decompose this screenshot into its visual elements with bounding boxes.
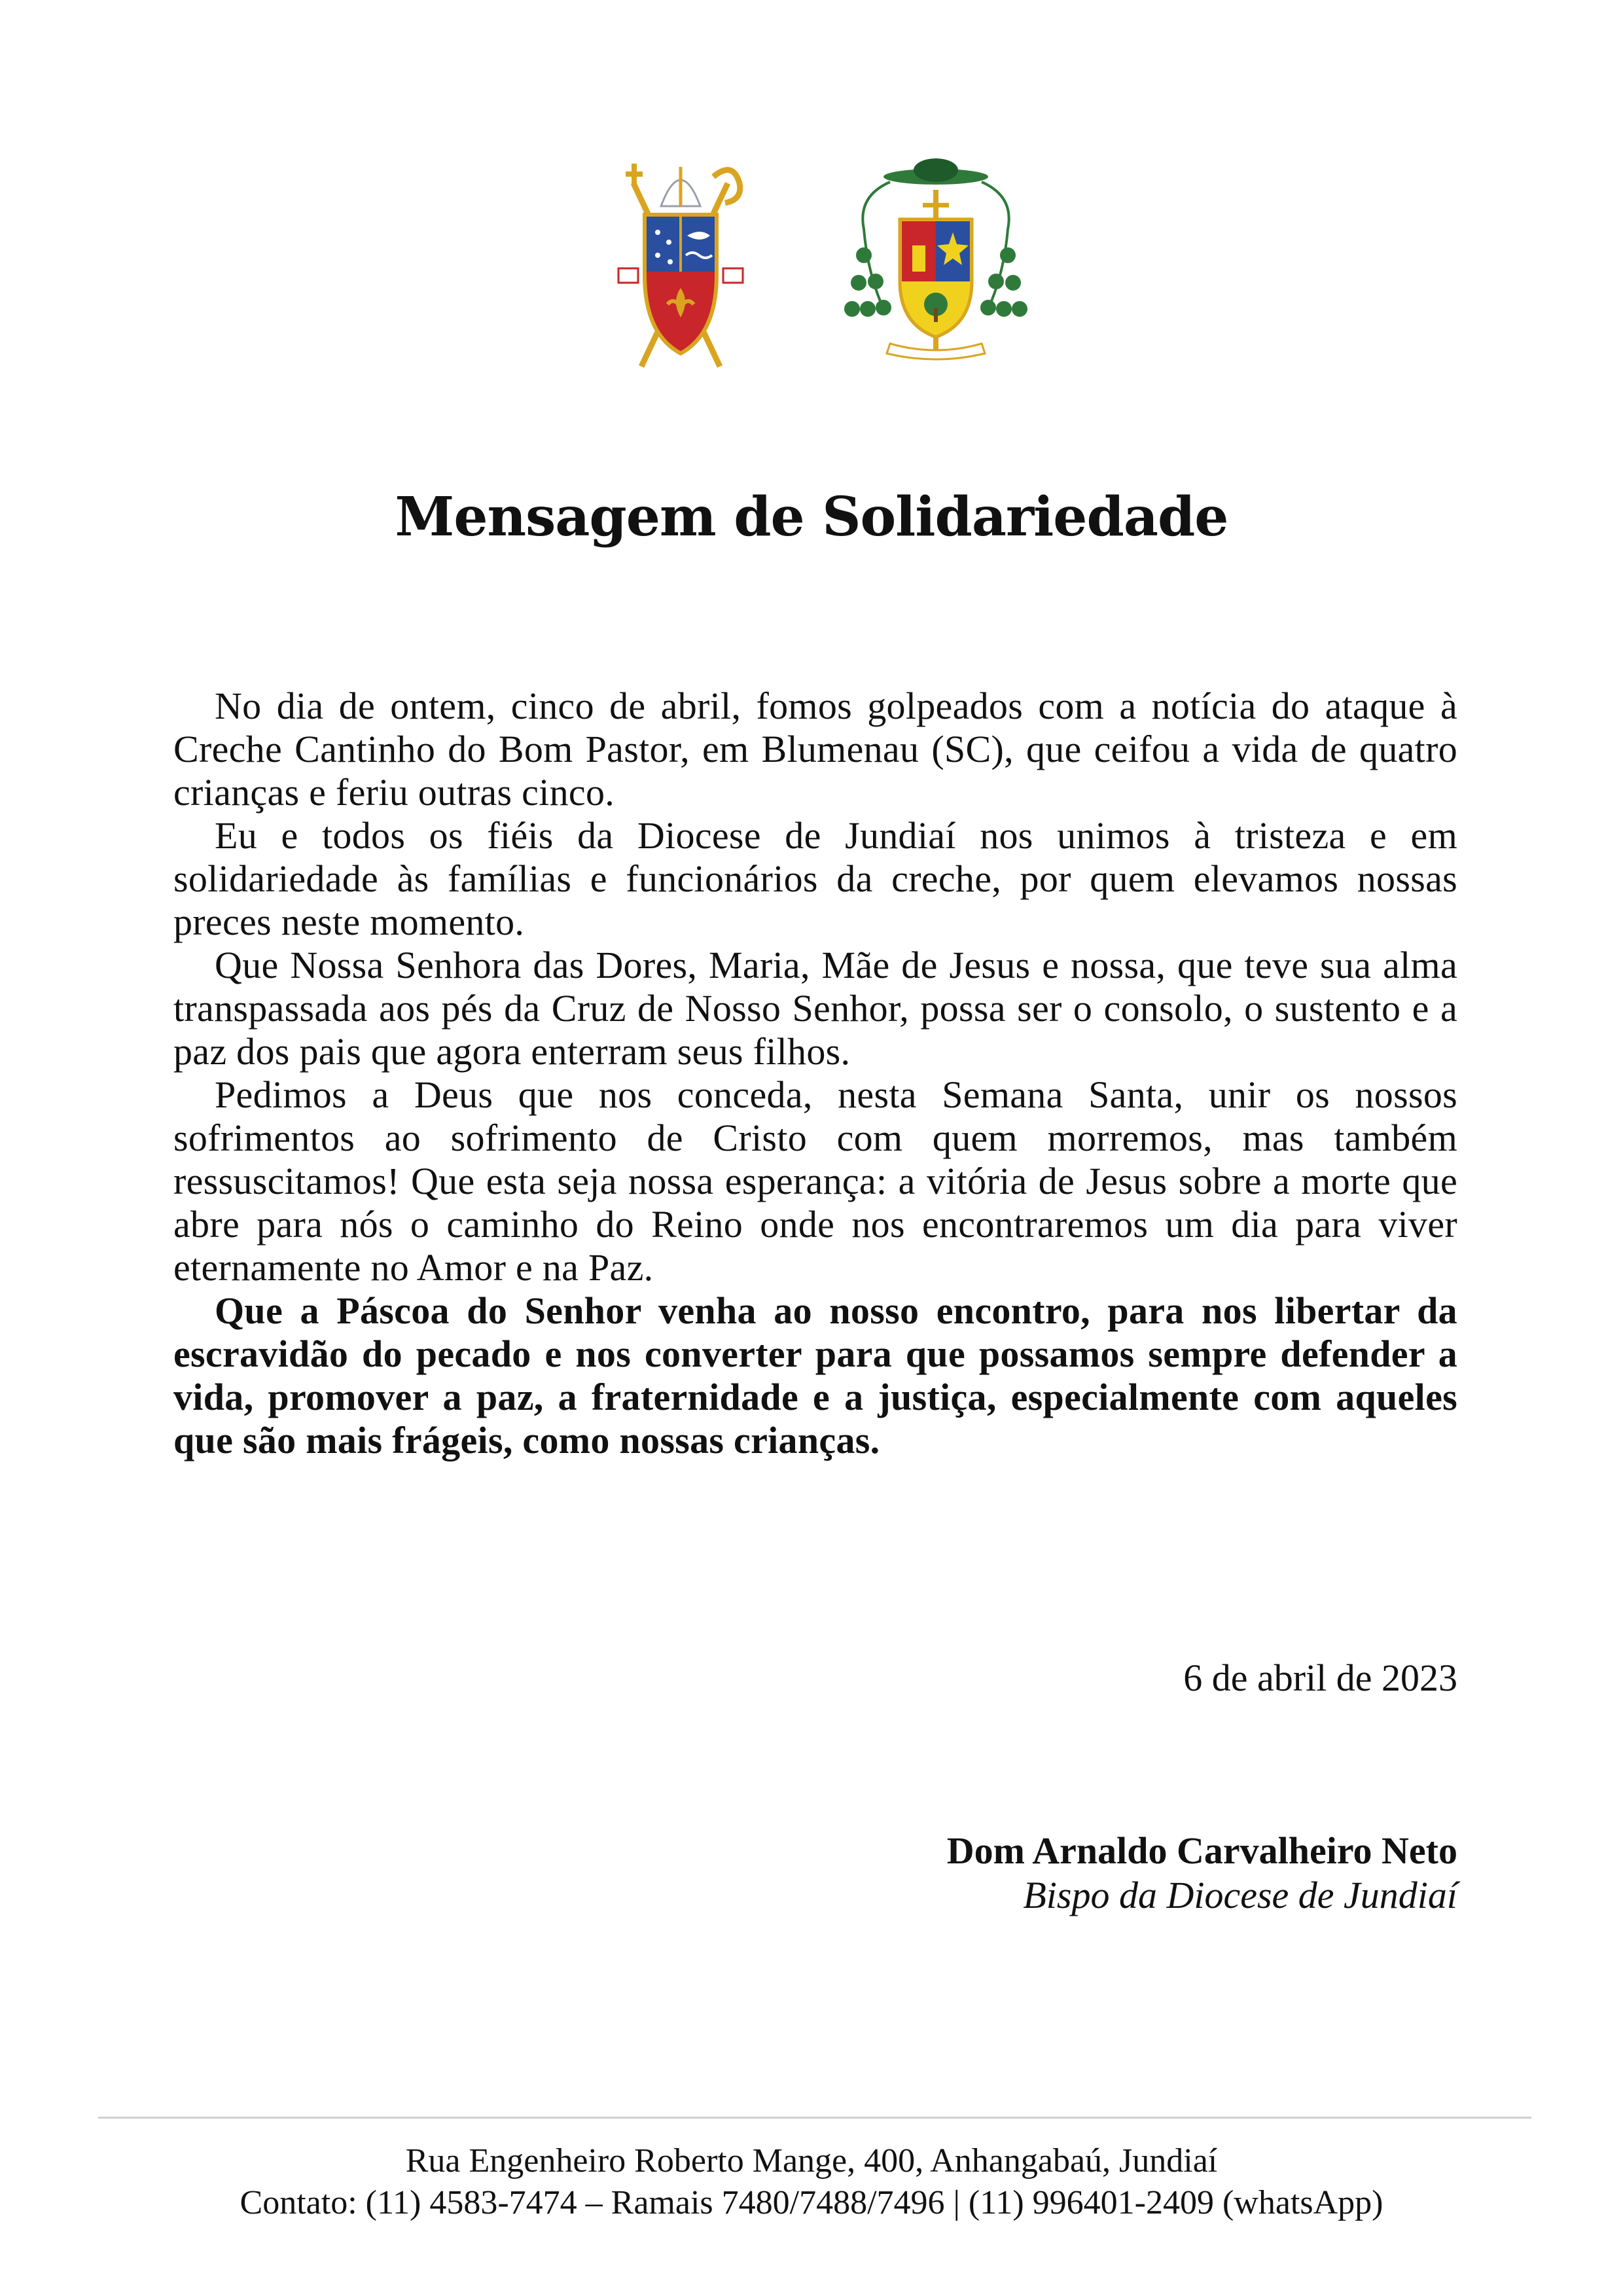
footer: [0, 2140, 1623, 2224]
footer-address: Rua Engenheiro Roberto Mange, 400, Anhangabaú, Jundiaí: [405, 2142, 1218, 2179]
signer-name: Dom Arnaldo Carvalheiro Neto: [946, 1829, 1457, 1872]
diocese-coat-of-arms-icon: [615, 157, 746, 373]
crest-header: [0, 157, 1623, 373]
closing-paragraph: Que a Páscoa do Senhor venha ao nosso encontro, para nos libertar da escravidão do pecado e nos converter para que possamos sempre defender a vida, promover a paz, a fraternidade e a justiça, especialmente com aqueles que são mais frágeis, como nossas crianças.: [173, 1289, 1457, 1462]
paragraph-4: Pedimos a Deus que nos conceda, nesta Semana Santa, unir os nossos sofrimentos ao sofrimento de Cristo com quem morremos, mas também ressuscitamos! Que esta seja nossa esperança: a vitória de Jesus sobre a morte que abre para nós o caminho do Reino onde nos encontraremos um dia para viver eternamente no Amor e na Paz.: [173, 1073, 1457, 1289]
footer-contact: Contato: (11) 4583-7474 – Ramais 7480/7488/7496 | (11) 996401-2409 (whatsApp): [240, 2184, 1383, 2221]
bishop-coat-of-arms-icon: [844, 157, 1027, 367]
paragraph-1: No dia de ontem, cinco de abril, fomos golpeados com a notícia do ataque à Creche Cantinho do Bom Pastor, em Blumenau (SC), que ceifou a vida de quatro crianças e feriu outras cinco.: [173, 685, 1457, 814]
signer-role: Bispo da Diocese de Jundiaí: [1023, 1874, 1457, 1916]
message-body: [173, 685, 1457, 1462]
letter-date: 6 de abril de 2023: [1183, 1657, 1457, 1699]
paragraph-2: Eu e todos os fiéis da Diocese de Jundiaí nos unimos à tristeza e em solidariedade às famílias e funcionários da creche, por quem elevamos nossas preces neste momento.: [173, 814, 1457, 943]
footer-divider: [98, 2117, 1531, 2119]
page-title: Mensagem de Solidariedade: [395, 486, 1228, 548]
paragraph-3: Que Nossa Senhora das Dores, Maria, Mãe de Jesus e nossa, que teve sua alma transpassada aos pés da Cruz de Nosso Senhor, possa ser o consolo, o sustento e a paz dos pais que agora enterram seus filhos.: [173, 944, 1457, 1073]
